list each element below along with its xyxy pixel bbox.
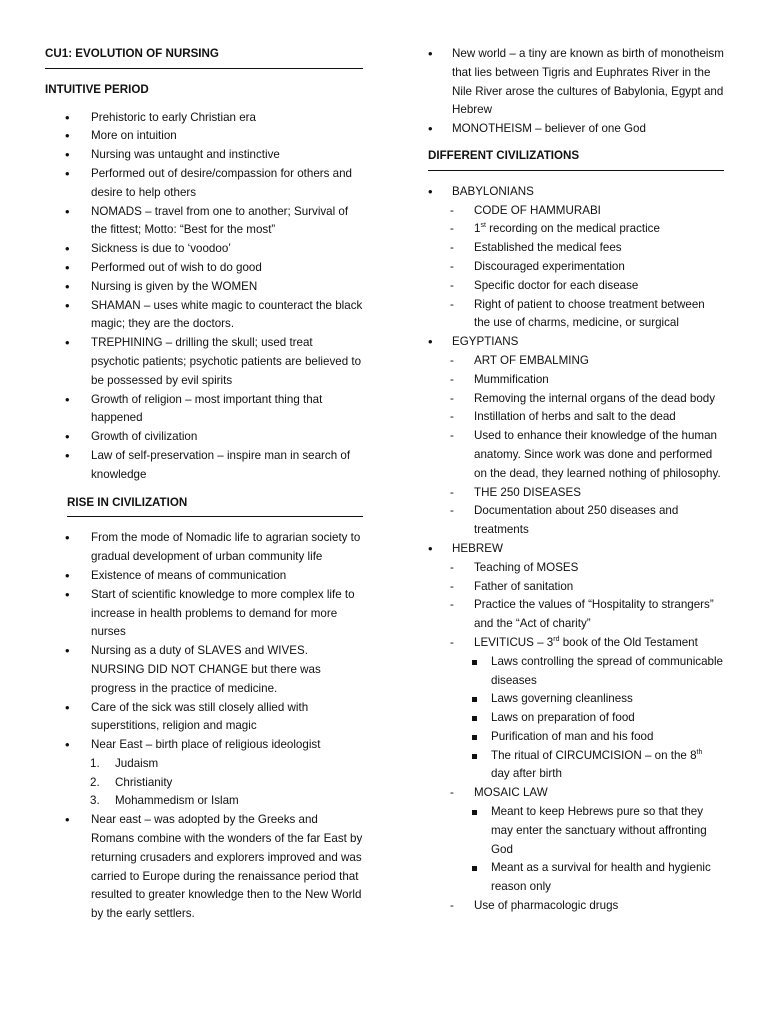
list-item: - LEVITICUS – 3rd book of the Old Testament: [428, 634, 724, 653]
list-item: - Removing the internal organs of the dead body: [428, 390, 724, 409]
list-item: - Discouraged experimentation: [428, 258, 724, 277]
list-item: • Nursing as a duty of SLAVES and WIVES. NURSING DID NOT CHANGE but there was progress in the practice of medicine.: [45, 642, 363, 698]
page-title: CU1: EVOLUTION OF NURSING: [45, 47, 219, 60]
list-item: • Sickness is due to ‘voodoo’: [45, 240, 363, 259]
section-heading-intuitive: INTUITIVE PERIOD: [45, 82, 149, 96]
list-item: • Care of the sick was still closely allied with superstitions, religion and magic: [45, 699, 363, 737]
list-item: • Start of scientific knowledge to more complex life to increase in health problems to demand for more nurses: [45, 586, 363, 642]
list-item: Laws governing cleanliness: [428, 690, 724, 709]
religion-list: [45, 755, 363, 811]
leviticus-list: [428, 653, 724, 785]
list-item: • Existence of means of communication: [45, 567, 363, 586]
list-item: • TREPHINING – drilling the skull; used treat psychotic patients; psychotic patients are believed to be possessed by evil spirits: [45, 334, 363, 390]
list-item: - Mummification: [428, 371, 724, 390]
civilization-egyptians: • EGYPTIANS: [428, 333, 724, 352]
civilization-babylonians: • BABYLONIANS: [428, 183, 724, 202]
list-item: • Law of self-preservation – inspire man in search of knowledge: [45, 447, 363, 485]
list-item: - Established the medical fees: [428, 239, 724, 258]
list-item: • Near east – was adopted by the Greeks and Romans combine with the wonders of the far East by returning crusaders and explorers improved and was carried to Europe during the renaissance period that resulted to greater knowledge then to the New World by the early settlers.: [45, 811, 363, 924]
babylonians-list: [428, 202, 724, 334]
list-item: Laws on preparation of food: [428, 709, 724, 728]
list-item: • SHAMAN – uses white magic to counteract the black magic; they are the doctors.: [45, 297, 363, 335]
list-item: • From the mode of Nomadic life to agrarian society to gradual development of urban community life: [45, 529, 363, 567]
list-item: 3. Mohammedism or Islam: [90, 794, 239, 808]
list-item: • Near East – birth place of religious ideologist: [45, 736, 363, 755]
list-item: • Growth of religion – most important thing that happened: [45, 391, 363, 429]
list-item: - THE 250 DISEASES: [428, 484, 724, 503]
intro-list: [428, 45, 724, 139]
list-item: 2. Christianity: [90, 775, 173, 789]
list-item: Meant to keep Hebrews pure so that they may enter the sanctuary without affronting God: [428, 803, 724, 859]
right-column: [428, 45, 724, 916]
list-item: • Performed out of desire/compassion for others and desire to help others: [45, 165, 363, 203]
list-item: - Use of pharmacologic drugs: [428, 897, 724, 916]
list-item: • NOMADS – travel from one to another; Survival of the fittest; Motto: “Best for the most”: [45, 203, 363, 241]
list-item: - Specific doctor for each disease: [428, 277, 724, 296]
list-item: - Right of patient to choose treatment between the use of charms, medicine, or surgical: [428, 296, 724, 334]
intuitive-list: [45, 109, 363, 485]
list-item: - ART OF EMBALMING: [428, 352, 724, 371]
mosaic-list: [428, 803, 724, 897]
civilization-hebrew: • HEBREW: [428, 540, 724, 559]
list-item: - MOSAIC LAW: [428, 784, 724, 803]
list-item: • Growth of civilization: [45, 428, 363, 447]
list-item: • Nursing was untaught and instinctive: [45, 146, 363, 165]
list-item: - Teaching of MOSES: [428, 559, 724, 578]
list-item: Purification of man and his food: [428, 728, 724, 747]
list-item: • Nursing is given by the WOMEN: [45, 278, 363, 297]
list-item: - Instillation of herbs and salt to the dead: [428, 408, 724, 427]
list-item: - Father of sanitation: [428, 578, 724, 597]
list-item: • Performed out of wish to do good: [45, 259, 363, 278]
list-item: Meant as a survival for health and hygienic reason only: [428, 859, 724, 897]
list-item: 1. Judaism: [90, 756, 159, 770]
list-item: - Used to enhance their knowledge of the human anatomy. Since work was done and performed on the dead, they learned nothing of philosophy.: [428, 427, 724, 483]
list-item: The ritual of CIRCUMCISION – on the 8th day after birth: [428, 747, 724, 785]
list-item: - Practice the values of “Hospitality to strangers” and the “Act of charity”: [428, 596, 724, 634]
list-item: • Prehistoric to early Christian era: [45, 109, 363, 128]
list-item: - 1st recording on the medical practice: [428, 220, 724, 239]
section-divider: [67, 516, 363, 517]
list-item: • MONOTHEISM – believer of one God: [428, 120, 724, 139]
list-item: - CODE OF HAMMURABI: [428, 202, 724, 221]
section-heading-rise: RISE IN CIVILIZATION: [67, 495, 188, 509]
list-item: - Documentation about 250 diseases and treatments: [428, 502, 724, 540]
section-heading-civilizations: DIFFERENT CIVILIZATIONS: [428, 148, 580, 162]
title-divider: [45, 68, 363, 69]
hebrew-list: [428, 559, 724, 653]
list-item: • More on intuition: [45, 127, 363, 146]
list-item: • New world – a tiny are known as birth of monotheism that lies between Tigris and Euphrates River in the Nile River arose the cultures of Babylonia, Egypt and Hebrew: [428, 45, 724, 120]
egyptians-list: [428, 352, 724, 540]
section-divider: [428, 170, 724, 171]
list-item: Laws controlling the spread of communicable diseases: [428, 653, 724, 691]
left-column: [45, 45, 363, 924]
rise-list: [45, 529, 363, 755]
